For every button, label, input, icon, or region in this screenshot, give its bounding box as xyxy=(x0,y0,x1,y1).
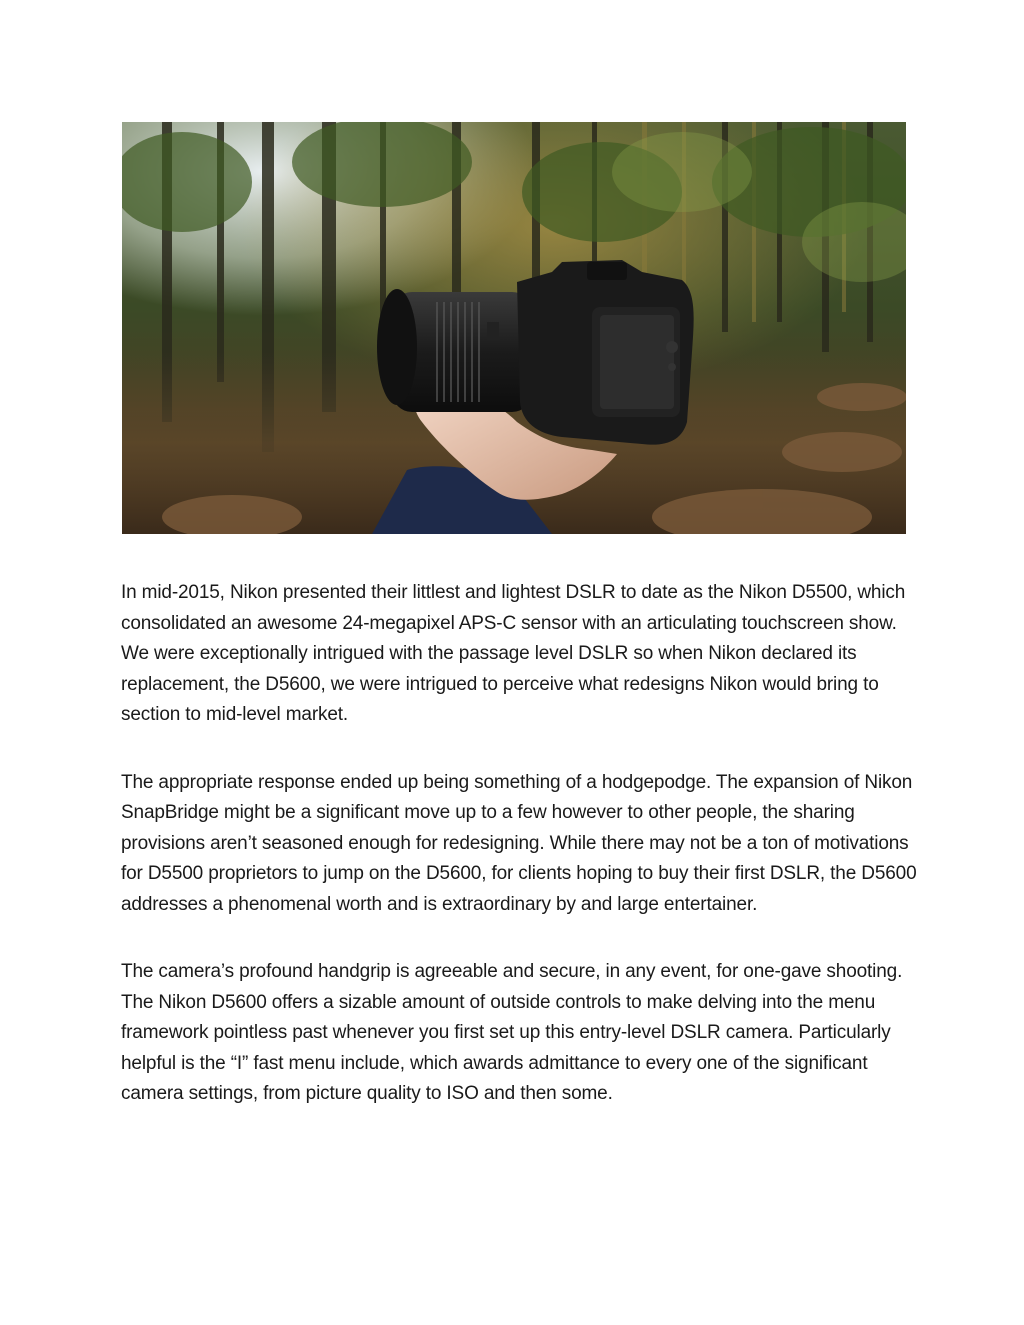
paragraph: The appropriate response ended up being something of a hodgepodge. The expansion of Nikon SnapBridge might be a significant move up to a few however to other people, the sharing provisions aren’t seasoned enough for redesigning. While there may not be a ton of motivations for D5500 proprietors to jump on the D5600, for clients hoping to buy their first DSLR, the D5600 addresses a phenomenal worth and is extraordinary by and large entertainer. xyxy=(121,771,917,915)
article-body xyxy=(121,578,921,1147)
paragraph: In mid-2015, Nikon presented their littlest and lightest DSLR to date as the Nikon D5500, which consolidated an awesome 24-megapixel APS-C sensor with an articulating touchscreen show. We were exceptionally intrigued with the passage level DSLR so when Nikon declared its replacement, the D5600, we were intrigued to perceive what redesigns Nikon would bring to section to mid-level market. xyxy=(121,582,906,725)
paragraph: The camera’s profound handgrip is agreeable and secure, in any event, for one-gave shooting. The Nikon D5600 offers a sizable amount of outside controls to make delving into the menu framework pointless past whenever you first set up this entry-level DSLR camera. Particularly helpful is the “I” fast menu include, which awards admittance to every one of the significant camera settings, from picture quality to ISO and then some. xyxy=(121,961,903,1104)
camera-in-forest-photo xyxy=(122,122,906,534)
